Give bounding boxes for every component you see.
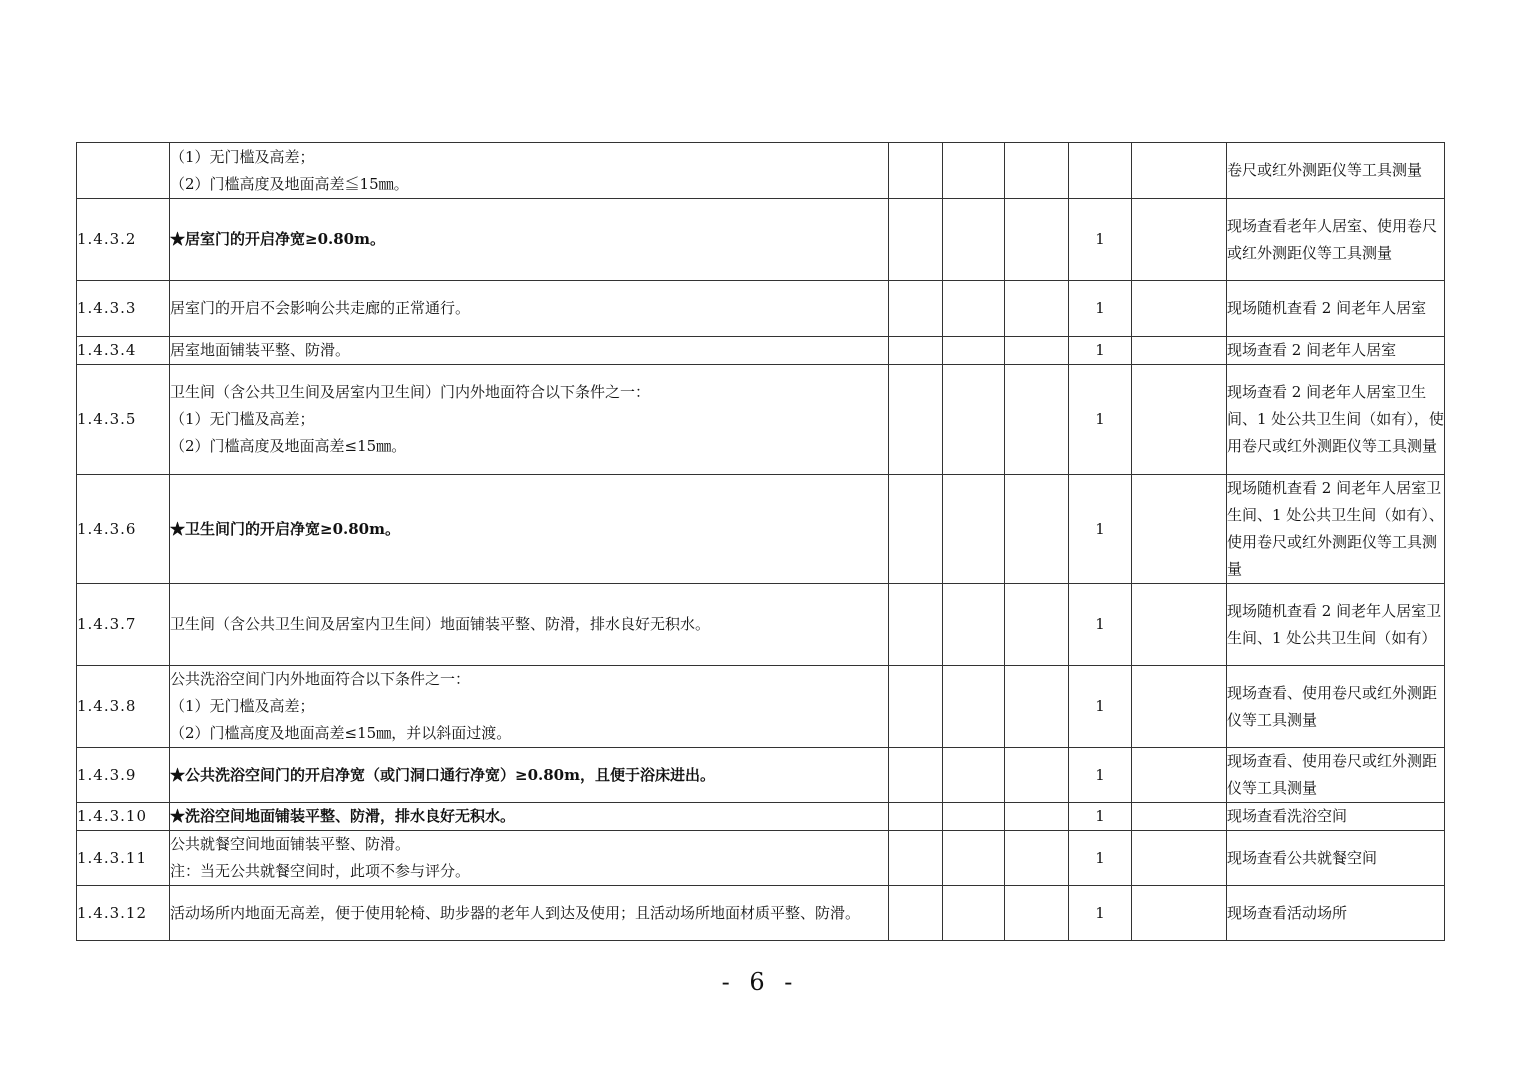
table-row (77, 748, 1445, 803)
check-method: 现场查看 2 间老年人居室卫生间、1 处公共卫生间（如有），使用卷尺或红外测距仪等工具测量 (1227, 365, 1445, 475)
table-row (77, 886, 1445, 941)
check-method: 现场查看活动场所 (1227, 886, 1445, 941)
empty-cell (1132, 143, 1227, 199)
description-line: ★公共洗浴空间门的开启净宽（或门洞口通行净宽）≥0.80m，且便于浴床进出。 (170, 765, 715, 784)
item-description (170, 748, 889, 803)
item-description (170, 337, 889, 365)
description-line: 公共就餐空间地面铺装平整、防滑。 (170, 835, 411, 853)
empty-cell (1005, 365, 1069, 475)
description-line: 居室地面铺装平整、防滑。 (170, 341, 351, 359)
empty-cell (943, 886, 1005, 941)
item-description (170, 143, 889, 199)
empty-cell (1132, 281, 1227, 337)
item-score: 1 (1069, 199, 1132, 281)
item-description (170, 886, 889, 941)
item-score (1069, 143, 1132, 199)
empty-cell (943, 748, 1005, 803)
evaluation-table (76, 142, 1445, 941)
check-method: 现场查看、使用卷尺或红外测距仪等工具测量 (1227, 666, 1445, 748)
empty-cell (889, 143, 943, 199)
item-score: 1 (1069, 886, 1132, 941)
empty-cell (889, 666, 943, 748)
empty-cell (1132, 584, 1227, 666)
check-method: 现场查看老年人居室、使用卷尺或红外测距仪等工具测量 (1227, 199, 1445, 281)
item-code (77, 143, 170, 199)
empty-cell (943, 365, 1005, 475)
empty-cell (889, 748, 943, 803)
check-method: 卷尺或红外测距仪等工具测量 (1227, 143, 1445, 199)
empty-cell (889, 803, 943, 831)
empty-cell (1005, 748, 1069, 803)
empty-cell (1132, 886, 1227, 941)
item-score: 1 (1069, 666, 1132, 748)
table-row (77, 831, 1445, 886)
empty-cell (1005, 281, 1069, 337)
empty-cell (1132, 803, 1227, 831)
item-score: 1 (1069, 584, 1132, 666)
empty-cell (1005, 831, 1069, 886)
empty-cell (1005, 475, 1069, 584)
item-code: 1.4.3.6 (77, 475, 170, 584)
check-method: 现场随机查看 2 间老年人居室卫生间、1 处公共卫生间（如有） (1227, 584, 1445, 666)
check-method: 现场查看洗浴空间 (1227, 803, 1445, 831)
item-score: 1 (1069, 365, 1132, 475)
description-line: ★洗浴空间地面铺装平整、防滑，排水良好无积水。 (170, 807, 516, 825)
description-line: 居室门的开启不会影响公共走廊的正常通行。 (170, 299, 471, 317)
item-score: 1 (1069, 748, 1132, 803)
empty-cell (943, 143, 1005, 199)
description-line: （1）无门槛及高差； (170, 410, 315, 428)
description-line: 公共洗浴空间门内外地面符合以下条件之一： (170, 670, 471, 688)
description-line: 注：当无公共就餐空间时，此项不参与评分。 (170, 862, 471, 880)
empty-cell (1132, 748, 1227, 803)
check-method: 现场查看公共就餐空间 (1227, 831, 1445, 886)
empty-cell (889, 337, 943, 365)
empty-cell (943, 337, 1005, 365)
table-row (77, 666, 1445, 748)
item-score: 1 (1069, 803, 1132, 831)
empty-cell (1005, 199, 1069, 281)
check-method: 现场查看、使用卷尺或红外测距仪等工具测量 (1227, 748, 1445, 803)
item-code: 1.4.3.2 (77, 199, 170, 281)
empty-cell (1132, 199, 1227, 281)
empty-cell (943, 199, 1005, 281)
check-method: 现场随机查看 2 间老年人居室 (1227, 281, 1445, 337)
description-line: （1）无门槛及高差； (170, 697, 315, 715)
empty-cell (943, 281, 1005, 337)
item-code: 1.4.3.10 (77, 803, 170, 831)
empty-cell (1132, 666, 1227, 748)
item-description (170, 803, 889, 831)
description-line: （2）门槛高度及地面高差≤15㎜，并以斜面过渡。 (170, 724, 512, 742)
empty-cell (889, 831, 943, 886)
description-line: ★居室门的开启净宽≥0.80m。 (170, 230, 385, 248)
table-row (77, 803, 1445, 831)
empty-cell (1005, 143, 1069, 199)
item-description (170, 584, 889, 666)
table-row (77, 281, 1445, 337)
check-method: 现场随机查看 2 间老年人居室卫生间、1 处公共卫生间（如有）、使用卷尺或红外测距仪等工具测量 (1227, 475, 1445, 584)
item-description (170, 831, 889, 886)
empty-cell (1132, 365, 1227, 475)
empty-cell (889, 886, 943, 941)
item-score: 1 (1069, 831, 1132, 886)
empty-cell (1132, 831, 1227, 886)
description-line: （1）无门槛及高差； (170, 147, 315, 166)
empty-cell (943, 666, 1005, 748)
empty-cell (1005, 337, 1069, 365)
description-line: （2）门槛高度及地面高差≤15㎜。 (170, 437, 407, 455)
empty-cell (889, 365, 943, 475)
empty-cell (1132, 337, 1227, 365)
empty-cell (1005, 584, 1069, 666)
item-code: 1.4.3.7 (77, 584, 170, 666)
item-description (170, 666, 889, 748)
check-method: 现场查看 2 间老年人居室 (1227, 337, 1445, 365)
empty-cell (943, 803, 1005, 831)
item-code: 1.4.3.9 (77, 748, 170, 803)
item-description (170, 475, 889, 584)
item-description (170, 281, 889, 337)
description-line: （2）门槛高度及地面高差≦15㎜。 (170, 174, 409, 193)
empty-cell (943, 475, 1005, 584)
empty-cell (1005, 666, 1069, 748)
empty-cell (943, 831, 1005, 886)
description-line: 卫生间（含公共卫生间及居室内卫生间）地面铺装平整、防滑，排水良好无积水。 (170, 615, 711, 633)
item-code: 1.4.3.4 (77, 337, 170, 365)
item-score: 1 (1069, 337, 1132, 365)
item-code: 1.4.3.3 (77, 281, 170, 337)
item-score: 1 (1069, 475, 1132, 584)
table-row (77, 199, 1445, 281)
empty-cell (1005, 886, 1069, 941)
page-number: - 6 - (721, 968, 799, 996)
item-code: 1.4.3.8 (77, 666, 170, 748)
item-score: 1 (1069, 281, 1132, 337)
empty-cell (1132, 475, 1227, 584)
table-row (77, 475, 1445, 584)
empty-cell (889, 281, 943, 337)
item-code: 1.4.3.5 (77, 365, 170, 475)
table-row (77, 584, 1445, 666)
item-code: 1.4.3.11 (77, 831, 170, 886)
table-row (77, 337, 1445, 365)
item-description (170, 365, 889, 475)
empty-cell (1005, 803, 1069, 831)
empty-cell (889, 199, 943, 281)
description-line: 活动场所内地面无高差，便于使用轮椅、助步器的老年人到达及使用；且活动场所地面材质平整、防滑。 (170, 903, 861, 922)
item-description (170, 199, 889, 281)
empty-cell (943, 584, 1005, 666)
description-line: 卫生间（含公共卫生间及居室内卫生间）门内外地面符合以下条件之一： (170, 383, 651, 401)
table-row (77, 365, 1445, 475)
item-code: 1.4.3.12 (77, 886, 170, 941)
empty-cell (889, 584, 943, 666)
description-line: ★卫生间门的开启净宽≥0.80m。 (170, 519, 400, 538)
empty-cell (889, 475, 943, 584)
table-row (77, 143, 1445, 199)
